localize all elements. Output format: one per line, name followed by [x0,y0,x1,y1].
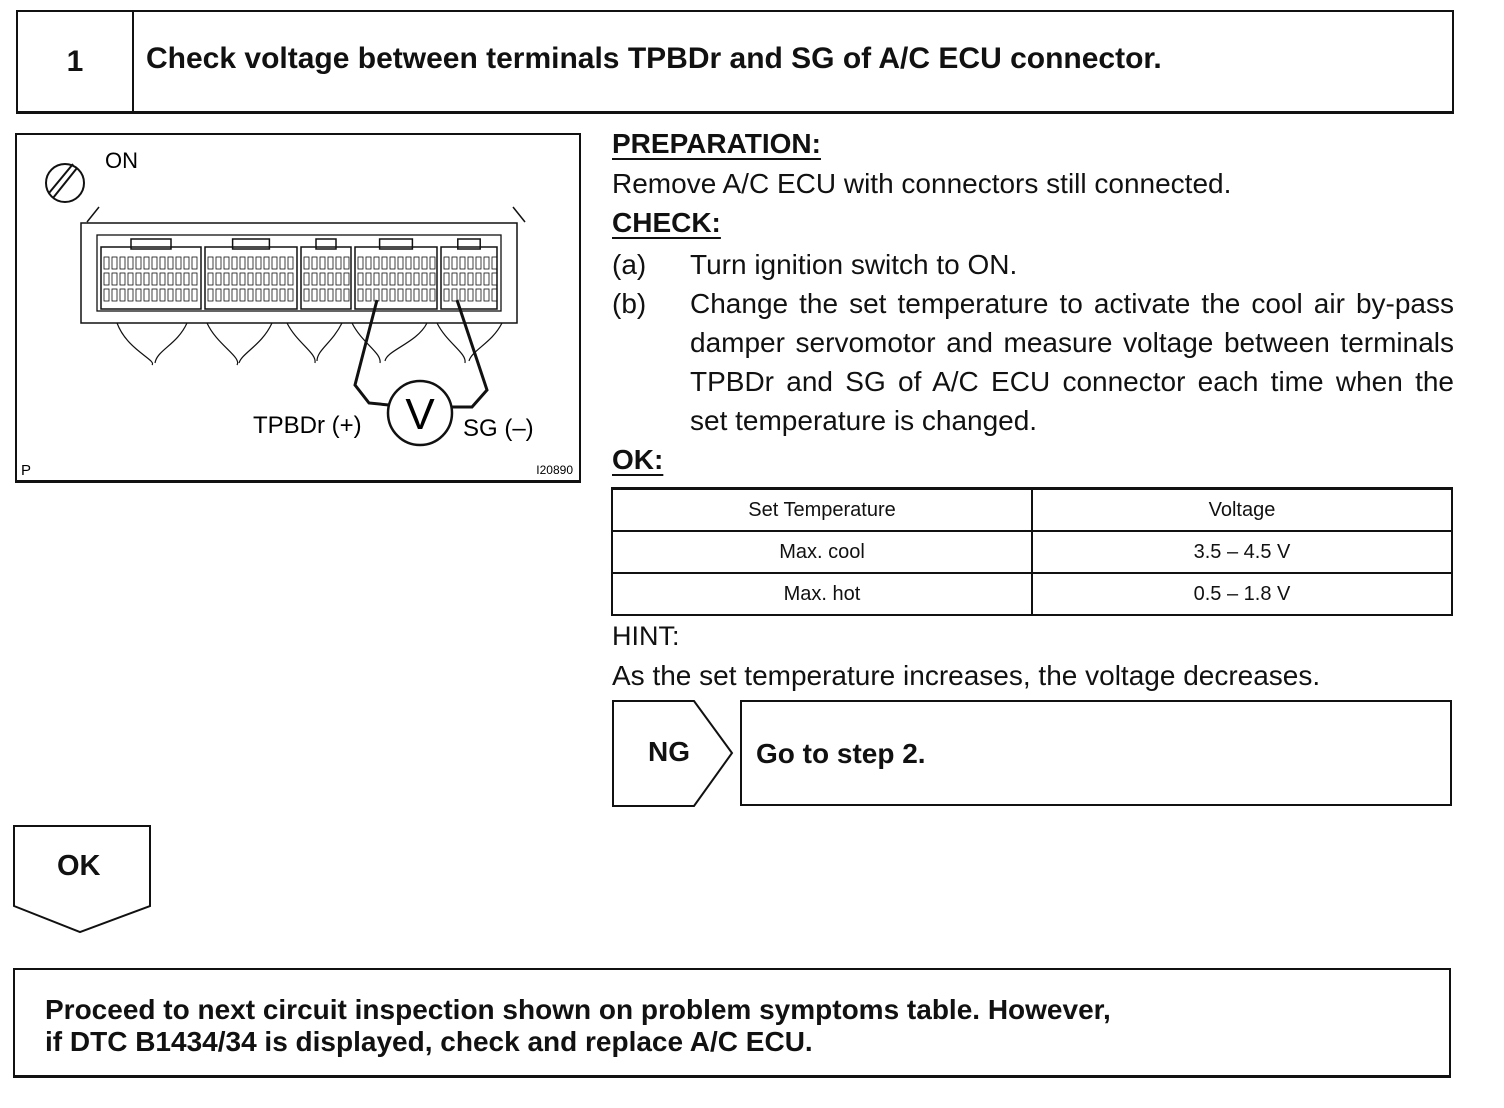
connector-pin [390,289,395,301]
connector-pin [484,257,489,269]
connector-pin [192,273,197,285]
connector-pin [272,273,277,285]
connector-pin [176,257,181,269]
figure-id: I20890 [536,463,573,477]
connector-pin [358,273,363,285]
connector-pin [476,289,481,301]
connector-pin [460,273,465,285]
connector-pin [312,289,317,301]
table-header-cell: Set Temperature [612,489,1032,532]
connector-pin [374,273,379,285]
connector-pin [280,273,285,285]
connector-block [205,247,297,309]
step-number: 1 [18,12,134,111]
connector-pin [240,273,245,285]
connector-pin [120,289,125,301]
check-step-text: Turn ignition switch to ON. [690,249,1018,280]
connector-pin [382,273,387,285]
connector-pin [248,273,253,285]
connector-pin [382,289,387,301]
connector-pin [192,289,197,301]
corner-label: P [21,462,32,479]
connector-pin [104,257,109,269]
table-header-cell: Voltage [1032,489,1452,532]
ok-branch [12,824,154,936]
connector-pin [120,257,125,269]
connector-pin [304,257,309,269]
connector-pin [272,289,277,301]
final-instruction-text [45,994,1111,1058]
connector-pin [320,257,325,269]
ok-spec-heading: OK: [612,444,664,475]
connector-pin [358,257,363,269]
connector-pin [468,257,473,269]
connector-pin [328,273,333,285]
connector-pin [398,273,403,285]
connector-pin [304,289,309,301]
connector-pin [144,257,149,269]
connector-pin [240,289,245,301]
connector-pin [366,257,371,269]
connector-pin [476,273,481,285]
connector-pin [336,257,341,269]
voltmeter-symbol: V [405,390,435,439]
table-cell: Max. hot [612,573,1032,615]
connector-pin [444,289,449,301]
check-steps [612,245,1454,440]
preparation-heading: PREPARATION: [612,128,821,159]
table-row [612,573,1452,615]
connector-pin [422,257,427,269]
connector-pin [288,257,293,269]
connector-pin [336,289,341,301]
connector-pin [176,273,181,285]
ng-result-text: Go to step 2. [756,738,926,769]
step-title: Check voltage between terminals TPBDr and SG of A/C ECU connector. [146,42,1162,75]
connector-pin [144,289,149,301]
connector-pin [272,257,277,269]
connector-pin [366,273,371,285]
connector-pin [344,289,349,301]
connector-pin [224,257,229,269]
connector-pin [264,273,269,285]
connector-pin [304,273,309,285]
connector-pin [452,273,457,285]
connector-pin [288,273,293,285]
connector-pin [444,273,449,285]
connector-pin [256,289,261,301]
ng-branch [612,700,1454,808]
connector-pin [460,257,465,269]
connector-pin [104,289,109,301]
connector-pin [216,289,221,301]
check-step-label: (b) [612,288,647,319]
connector-pin [406,257,411,269]
connector-pin [280,289,285,301]
connector-pin [390,257,395,269]
connector-pin [398,289,403,301]
connector-pin [216,257,221,269]
connector-pin [484,289,489,301]
final-instruction-line: Proceed to next circuit inspection shown on problem symptoms table. However, [45,994,1111,1025]
connector-pin [144,273,149,285]
probe-negative-label: SG (–) [463,415,534,442]
connector-pin [406,289,411,301]
connector-pin [128,273,133,285]
check-step-label: (a) [612,249,647,280]
final-instruction-box [13,968,1451,1078]
check-heading: CHECK: [612,207,721,238]
connector-pin [128,257,133,269]
connector-pin [452,257,457,269]
wire-harness [117,323,502,365]
connector-pin [112,273,117,285]
connector-pin [414,257,419,269]
connector-pin [320,273,325,285]
connector-block [301,247,351,309]
table-row [612,531,1452,573]
connector-pin [344,273,349,285]
ng-result-box [740,700,1452,806]
connector-pin [382,257,387,269]
connector-pin [232,273,237,285]
connector-pin [152,289,157,301]
connector-pin [128,289,133,301]
connector-pin [224,289,229,301]
connector-pin [430,257,435,269]
preparation-text: Remove A/C ECU with connectors still connected. [612,168,1232,199]
final-instruction-line: if DTC B1434/34 is displayed, check and replace A/C ECU. [45,1026,813,1057]
illustration [15,133,581,483]
connector-block [355,247,437,309]
connector-pin [208,273,213,285]
connector-pin [430,289,435,301]
connector-pin [176,289,181,301]
hint-text: As the set temperature increases, the voltage decreases. [612,660,1321,691]
connector-pin [136,273,141,285]
ignition-switch-icon [46,164,84,202]
connector-diagram [17,135,579,480]
connector-pin [240,257,245,269]
ok-label: OK [57,850,101,882]
connector-pin [366,289,371,301]
connector-pin [112,289,117,301]
hint-heading: HINT: [612,621,680,651]
connector-pin [468,289,473,301]
connector-pin [390,273,395,285]
connector-pin [452,289,457,301]
connector-pin [414,273,419,285]
connector-pin [398,257,403,269]
connector-pin [248,289,253,301]
probe-positive-label: TPBDr (+) [253,412,362,439]
connector-pin [374,257,379,269]
connector-pin [248,257,253,269]
connector-pin [216,273,221,285]
connector-pin [320,289,325,301]
connector-pin [328,257,333,269]
connector-block [101,247,201,309]
connector-pin [168,273,173,285]
connector-pin [152,273,157,285]
connector-pin [280,257,285,269]
connector-pin [460,289,465,301]
connector-pin [288,289,293,301]
connector-pin [184,289,189,301]
check-step [612,245,1454,284]
table-header-row [612,489,1452,532]
table-cell: Max. cool [612,531,1032,573]
ok-spec-table [611,487,1453,616]
ng-label: NG [648,736,690,767]
connector-pin [232,289,237,301]
connector-pin [160,257,165,269]
connector-pin [336,273,341,285]
voltmeter-icon [388,381,452,445]
connector-pin [208,257,213,269]
connector-pin [264,257,269,269]
connector-pin [184,273,189,285]
connector-pin [192,257,197,269]
connector-pin [264,289,269,301]
step-header [16,10,1454,114]
check-step [612,284,1454,440]
switch-on-label: ON [105,148,138,173]
connector-pin [344,257,349,269]
connector-pin [414,289,419,301]
connector-pin [468,273,473,285]
connector-pin [374,289,379,301]
connector-pin [136,289,141,301]
connector-pin [160,289,165,301]
check-step-text: Change the set temperature to activate the cool air by-pass damper servomotor and measure voltage between terminals TPBDr and SG of A/C ECU connector each time when the set temperature is changed. [690,288,1454,436]
connector-pin [184,257,189,269]
connector-pin [112,257,117,269]
connector-pin [168,289,173,301]
connector-pin [160,273,165,285]
connector-pin [312,257,317,269]
connector-pin [406,273,411,285]
connector-pin [430,273,435,285]
connector-pin [484,273,489,285]
connector-pin [422,273,427,285]
connector-pin [136,257,141,269]
connector-pin [152,257,157,269]
connector-pin [256,273,261,285]
connector-pin [328,289,333,301]
connector-pin [422,289,427,301]
connector-pin [444,257,449,269]
connector-pin [476,257,481,269]
connector-pin [208,289,213,301]
connector-pin [120,273,125,285]
connector-pin [312,273,317,285]
connector-pin [232,257,237,269]
connector-pin [358,289,363,301]
connector-pin [224,273,229,285]
connector-pin [168,257,173,269]
table-cell: 0.5 – 1.8 V [1032,573,1452,615]
connector-pin [256,257,261,269]
connector-pin [104,273,109,285]
table-cell: 3.5 – 4.5 V [1032,531,1452,573]
